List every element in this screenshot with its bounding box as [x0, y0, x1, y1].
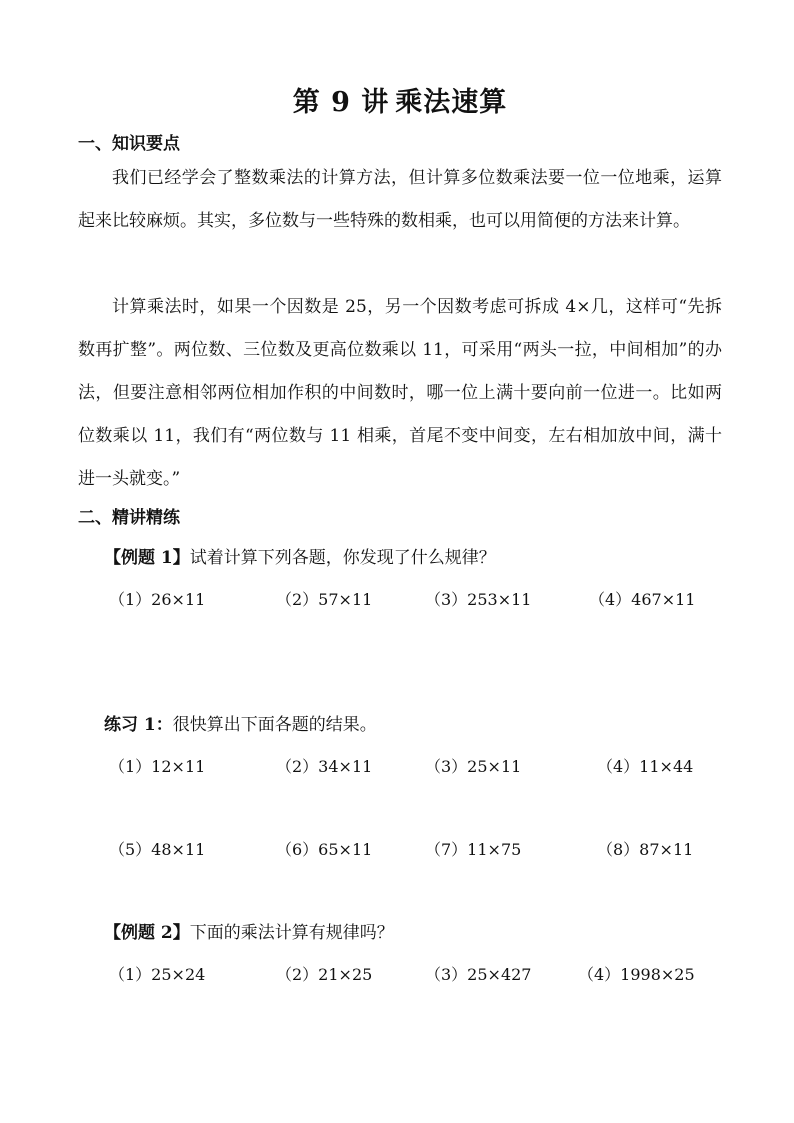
problem-item: （1）26×11 — [109, 590, 206, 609]
section-heading-practice: 二、精讲精练 — [78, 508, 180, 528]
problem-item: （2）34×11 — [276, 757, 373, 776]
problem-item: （6）65×11 — [276, 840, 373, 859]
example-1-text: 试着计算下列各题，你发现了什么规律？ — [189, 548, 496, 568]
problem-item: （4）11×44 — [597, 757, 694, 776]
problem-item: （3）25×11 — [425, 757, 522, 776]
problem-item: （7）11×75 — [425, 840, 522, 859]
example-2-problems — [0, 962, 794, 986]
practice-1-row-2 — [0, 837, 794, 861]
practice-1-label: 练习 1： — [104, 715, 173, 735]
problem-item: （1）25×24 — [109, 965, 206, 984]
problem-item: （3）25×427 — [425, 965, 532, 984]
knowledge-paragraph-1: 我们已经学会了整数乘法的计算方法，但计算多位数乘法要一位一位地乘，运算起来比较麻烦。其实，多位数与一些特殊的数相乘，也可以用简便的方法来计算。 — [78, 168, 722, 231]
example-2-label: 【例题 2】 — [104, 923, 190, 943]
example-2-text: 下面的乘法计算有规律吗？ — [189, 923, 394, 943]
example-1-line — [104, 543, 496, 568]
knowledge-paragraph-2: 计算乘法时，如果一个因数是 25，另一个因数考虑可拆成 4×几，这样可“先拆数再扩整”。两位数、三位数及更高位数乘以 11，可采用“两头一拉，中间相加”的办法，但要注意相邻两位相加作积的中间数时，哪一位上满十要向前一位进一。比如两位数乘以 11，我们有“两位数与 11 相乘，首尾不变中间变，左右相加放中间，满十进一头就变。” — [78, 297, 722, 489]
lecture-number: 第 9 讲 — [292, 87, 390, 118]
practice-1-text: 很快算出下面各题的结果。 — [172, 715, 377, 735]
problem-item: （4）1998×25 — [578, 965, 695, 984]
section-heading-knowledge: 一、知识要点 — [78, 134, 180, 154]
practice-1-line — [104, 710, 377, 735]
problem-item: （5）48×11 — [109, 840, 206, 859]
page-title — [0, 80, 794, 119]
example-1-label: 【例题 1】 — [104, 548, 190, 568]
problem-item: （2）57×11 — [276, 590, 373, 609]
example-2-line — [104, 918, 394, 943]
problem-item: （1）12×11 — [109, 757, 206, 776]
practice-1-row-1 — [0, 754, 794, 778]
problem-item: （8）87×11 — [597, 840, 694, 859]
problem-item: （3）253×11 — [425, 590, 532, 609]
problem-item: （4）467×11 — [589, 590, 696, 609]
problem-item: （2）21×25 — [276, 965, 373, 984]
lecture-topic: 乘法速算 — [395, 87, 508, 118]
example-1-problems — [0, 587, 794, 611]
